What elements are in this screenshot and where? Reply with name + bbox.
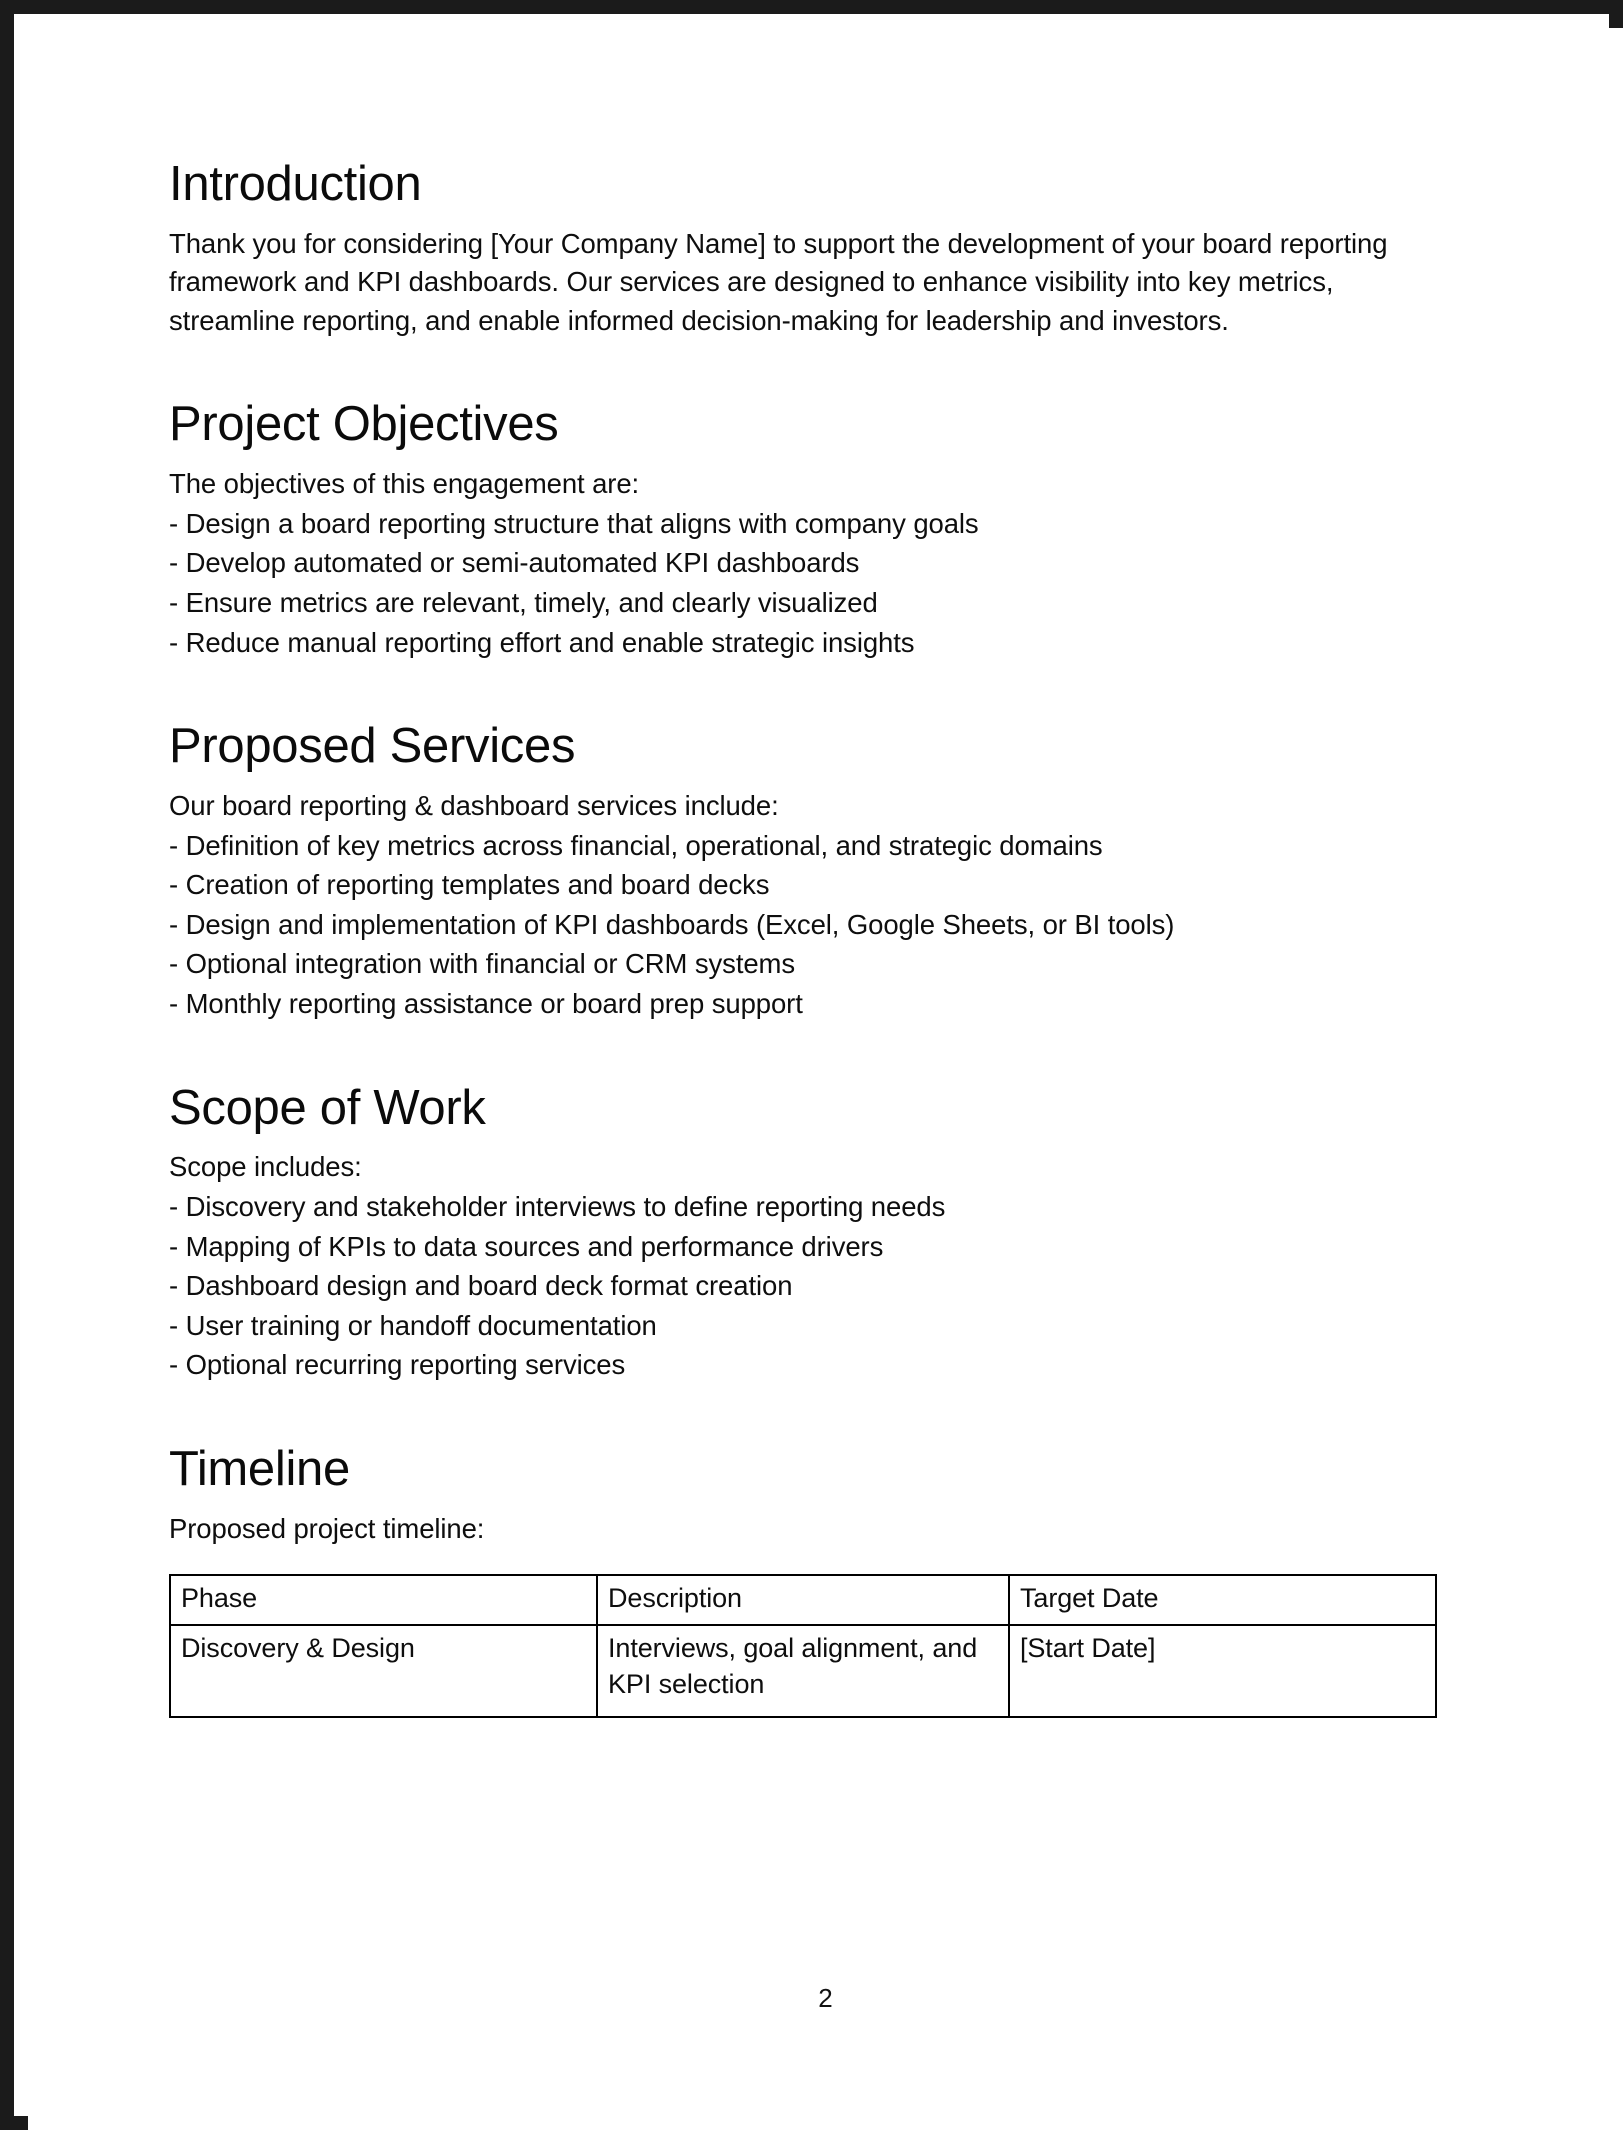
list-item: - Optional integration with financial or CRM systems [169, 948, 796, 980]
list-item: - Discovery and stakeholder interviews to define reporting needs [169, 1190, 946, 1222]
list-item: - Optional recurring reporting services [169, 1349, 626, 1381]
column-header-target-date: Target Date [1009, 1575, 1436, 1625]
timeline-lead-text: Proposed project timeline: [169, 1512, 485, 1544]
timeline-table [169, 1574, 1437, 1718]
section-scope-of-work [169, 1082, 1489, 1385]
objectives-list [169, 504, 1489, 662]
spacer [169, 1385, 1489, 1443]
cell-description: Interviews, goal alignment, and KPI selection [597, 1625, 1009, 1717]
document-content [169, 158, 1489, 1718]
scope-list [169, 1187, 1489, 1385]
list-item: - Design a board reporting structure that aligns with company goals [169, 507, 979, 539]
heading-timeline: Timeline [169, 1441, 350, 1496]
scope-lead-text: Scope includes: [169, 1151, 362, 1183]
cell-target-date: [Start Date] [1009, 1625, 1436, 1717]
heading-introduction: Introduction [169, 157, 422, 211]
section-project-objectives [169, 398, 1489, 662]
list-item: - Design and implementation of KPI dashboards (Excel, Google Sheets, or BI tools) [169, 908, 1175, 940]
list-item: - Monthly reporting assistance or board prep support [169, 987, 803, 1019]
heading-project-objectives: Project Objectives [169, 397, 559, 452]
section-timeline [169, 1443, 1489, 1718]
cell-phase: Discovery & Design [170, 1625, 597, 1717]
list-item: - Mapping of KPIs to data sources and performance drivers [169, 1230, 884, 1262]
page-number: 2 [818, 1983, 833, 2013]
list-item: - Dashboard design and board deck format creation [169, 1270, 793, 1302]
list-item: - Ensure metrics are relevant, timely, and clearly visualized [169, 587, 878, 618]
page-sheet [28, 28, 1623, 2130]
list-item: - Reduce manual reporting effort and enable strategic insights [169, 626, 915, 658]
column-header-description: Description [597, 1575, 1009, 1625]
spacer [169, 340, 1489, 398]
heading-proposed-services: Proposed Services [169, 719, 576, 774]
services-lead-text: Our board reporting & dashboard services include: [169, 790, 779, 822]
list-item: - Develop automated or semi-automated KPI dashboards [169, 547, 860, 579]
section-proposed-services [169, 720, 1489, 1023]
list-item: - User training or handoff documentation [169, 1309, 657, 1341]
list-item: - Definition of key metrics across financial, operational, and strategic domains [169, 829, 1103, 861]
column-header-phase: Phase [170, 1575, 597, 1625]
services-list [169, 826, 1489, 1024]
heading-scope-of-work: Scope of Work [169, 1080, 486, 1135]
section-introduction [169, 158, 1489, 340]
list-item: - Creation of reporting templates and board decks [169, 869, 770, 901]
spacer [169, 662, 1489, 720]
table-header-row [170, 1575, 1436, 1625]
objectives-lead-text: The objectives of this engagement are: [169, 468, 640, 500]
spacer [169, 1024, 1489, 1082]
introduction-paragraph: Thank you for considering [Your Company Name] to support the development of your board reporting framework and KPI dashboards. Our services are designed to enhance visibility into key metrics, streamline reporting, and enable informed decision-making for leadership and investors. [169, 227, 1388, 336]
table-row [170, 1625, 1436, 1717]
